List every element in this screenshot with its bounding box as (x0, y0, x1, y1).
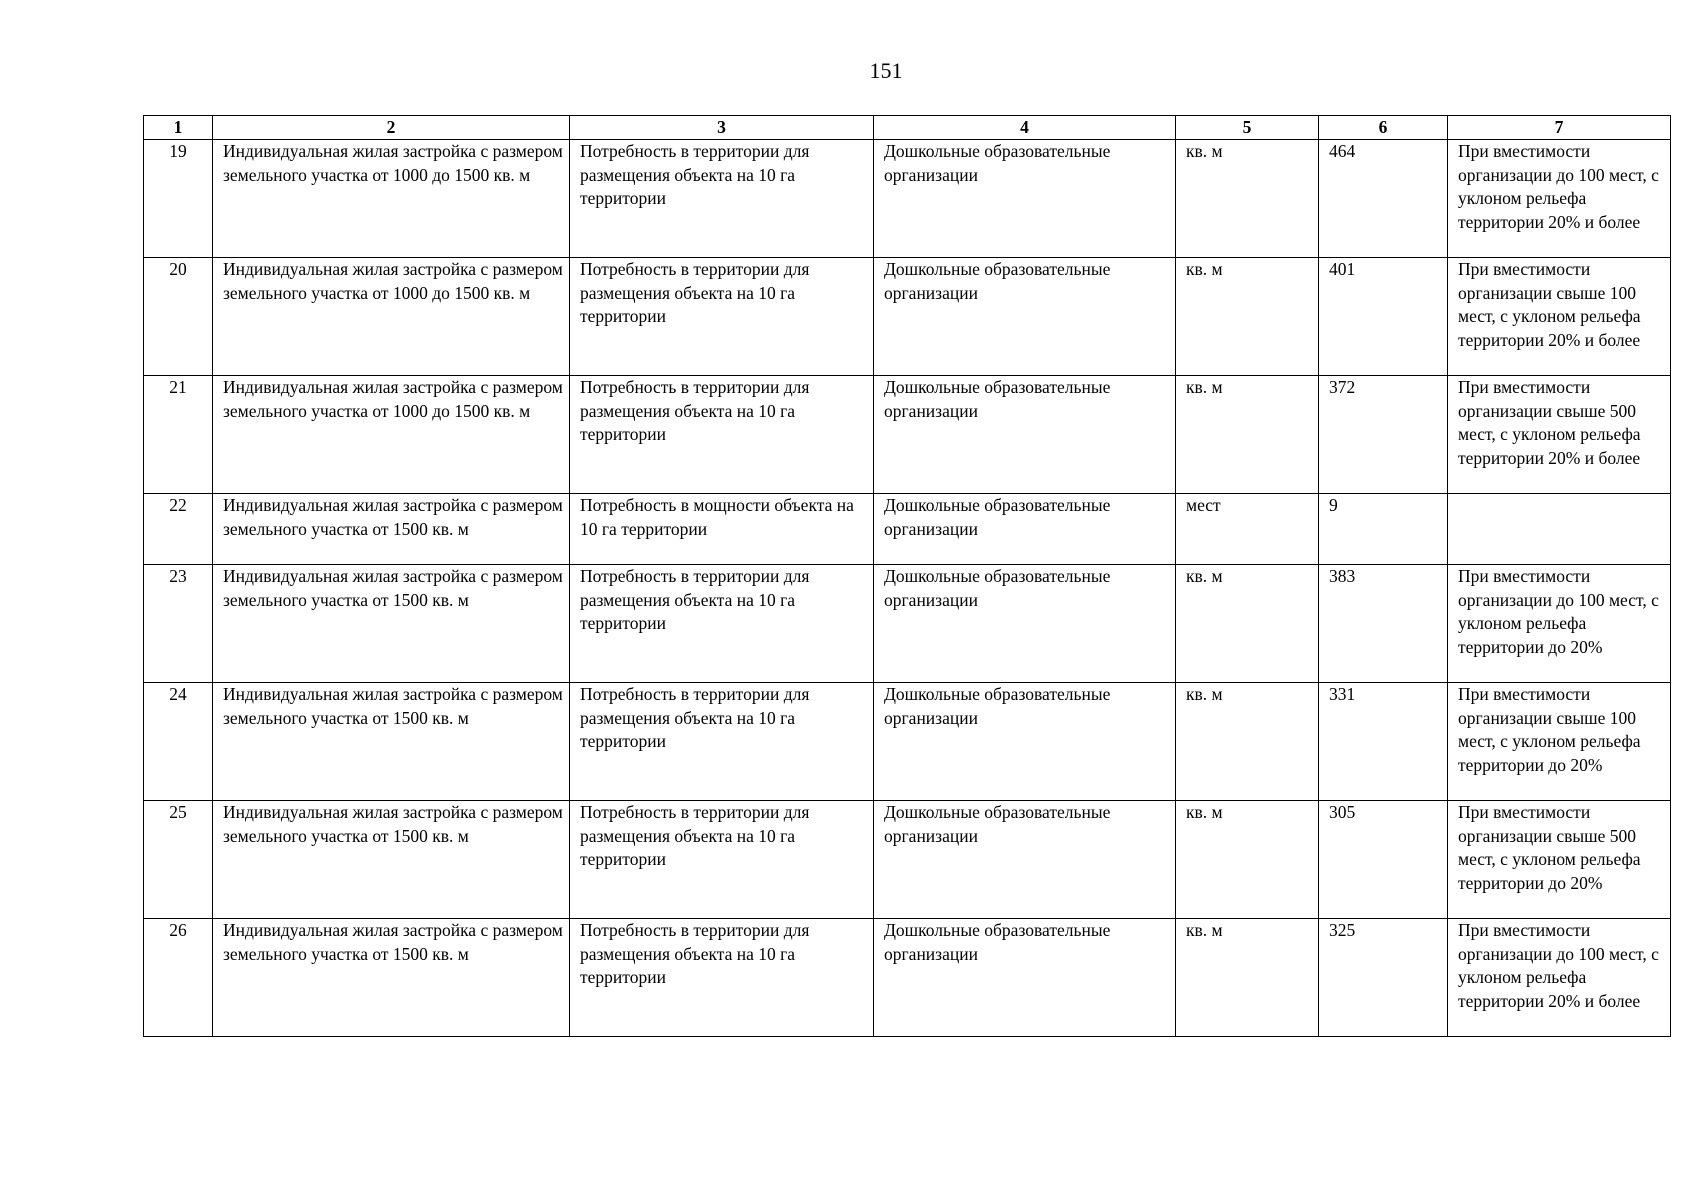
note-cell: При вместимости организации до 100 мест, с уклоном рельефа территории 20% и более (1448, 140, 1671, 258)
value-cell: 464 (1319, 140, 1448, 258)
page-number: 151 (869, 58, 903, 83)
table-row (144, 919, 1671, 1037)
unit-cell: мест (1176, 494, 1319, 565)
unit-cell: кв. м (1176, 801, 1319, 919)
note-cell: При вместимости организации свыше 100 мест, с уклоном рельефа территории 20% и более (1448, 258, 1671, 376)
note-cell: При вместимости организации до 100 мест, с уклоном рельефа территории 20% и более (1448, 919, 1671, 1037)
development-type-cell: Индивидуальная жилая застройка с размером земельного участка от 1500 кв. м (213, 919, 570, 1037)
development-type-cell: Индивидуальная жилая застройка с размером земельного участка от 1000 до 1500 кв. м (213, 258, 570, 376)
row-number: 22 (144, 494, 213, 565)
table-row (144, 494, 1671, 565)
development-type-cell: Индивидуальная жилая застройка с размером земельного участка от 1500 кв. м (213, 801, 570, 919)
table-row (144, 801, 1671, 919)
unit-cell: кв. м (1176, 140, 1319, 258)
development-type-cell: Индивидуальная жилая застройка с размером земельного участка от 1500 кв. м (213, 683, 570, 801)
value-cell: 401 (1319, 258, 1448, 376)
unit-cell: кв. м (1176, 565, 1319, 683)
requirement-cell: Потребность в мощности объекта на 10 га территории (570, 494, 874, 565)
facility-cell: Дошкольные образовательные организации (874, 494, 1176, 565)
row-number: 26 (144, 919, 213, 1037)
table-row (144, 683, 1671, 801)
value-cell: 372 (1319, 376, 1448, 494)
row-number: 19 (144, 140, 213, 258)
table-row (144, 140, 1671, 258)
column-header: 2 (213, 116, 570, 140)
facility-cell: Дошкольные образовательные организации (874, 565, 1176, 683)
table-row (144, 565, 1671, 683)
row-number: 25 (144, 801, 213, 919)
column-header: 3 (570, 116, 874, 140)
facility-cell: Дошкольные образовательные организации (874, 919, 1176, 1037)
development-type-cell: Индивидуальная жилая застройка с размером земельного участка от 1500 кв. м (213, 494, 570, 565)
note-cell (1448, 494, 1671, 565)
value-cell: 325 (1319, 919, 1448, 1037)
note-cell: При вместимости организации до 100 мест, с уклоном рельефа территории до 20% (1448, 565, 1671, 683)
row-number: 24 (144, 683, 213, 801)
table-row (144, 258, 1671, 376)
unit-cell: кв. м (1176, 258, 1319, 376)
value-cell: 305 (1319, 801, 1448, 919)
facility-cell: Дошкольные образовательные организации (874, 376, 1176, 494)
unit-cell: кв. м (1176, 376, 1319, 494)
value-cell: 383 (1319, 565, 1448, 683)
requirement-cell: Потребность в территории для размещения объекта на 10 га территории (570, 801, 874, 919)
column-header: 7 (1448, 116, 1671, 140)
row-number: 21 (144, 376, 213, 494)
requirement-cell: Потребность в территории для размещения объекта на 10 га территории (570, 565, 874, 683)
development-type-cell: Индивидуальная жилая застройка с размером земельного участка от 1500 кв. м (213, 565, 570, 683)
development-type-cell: Индивидуальная жилая застройка с размером земельного участка от 1000 до 1500 кв. м (213, 376, 570, 494)
facility-cell: Дошкольные образовательные организации (874, 801, 1176, 919)
facility-cell: Дошкольные образовательные организации (874, 258, 1176, 376)
unit-cell: кв. м (1176, 683, 1319, 801)
requirement-cell: Потребность в территории для размещения объекта на 10 га территории (570, 376, 874, 494)
facility-cell: Дошкольные образовательные организации (874, 140, 1176, 258)
value-cell: 331 (1319, 683, 1448, 801)
row-number: 20 (144, 258, 213, 376)
column-header: 1 (144, 116, 213, 140)
unit-cell: кв. м (1176, 919, 1319, 1037)
facility-cell: Дошкольные образовательные организации (874, 683, 1176, 801)
row-number: 23 (144, 565, 213, 683)
development-type-cell: Индивидуальная жилая застройка с размером земельного участка от 1000 до 1500 кв. м (213, 140, 570, 258)
column-header: 6 (1319, 116, 1448, 140)
norms-table (143, 115, 1671, 1037)
requirement-cell: Потребность в территории для размещения объекта на 10 га территории (570, 140, 874, 258)
table-row (144, 376, 1671, 494)
header-row (144, 116, 1671, 140)
requirement-cell: Потребность в территории для размещения объекта на 10 га территории (570, 683, 874, 801)
column-header: 5 (1176, 116, 1319, 140)
requirement-cell: Потребность в территории для размещения объекта на 10 га территории (570, 919, 874, 1037)
note-cell: При вместимости организации свыше 100 мест, с уклоном рельефа территории до 20% (1448, 683, 1671, 801)
note-cell: При вместимости организации свыше 500 мест, с уклоном рельефа территории до 20% (1448, 801, 1671, 919)
note-cell: При вместимости организации свыше 500 мест, с уклоном рельефа территории 20% и более (1448, 376, 1671, 494)
requirement-cell: Потребность в территории для размещения объекта на 10 га территории (570, 258, 874, 376)
column-header: 4 (874, 116, 1176, 140)
value-cell: 9 (1319, 494, 1448, 565)
